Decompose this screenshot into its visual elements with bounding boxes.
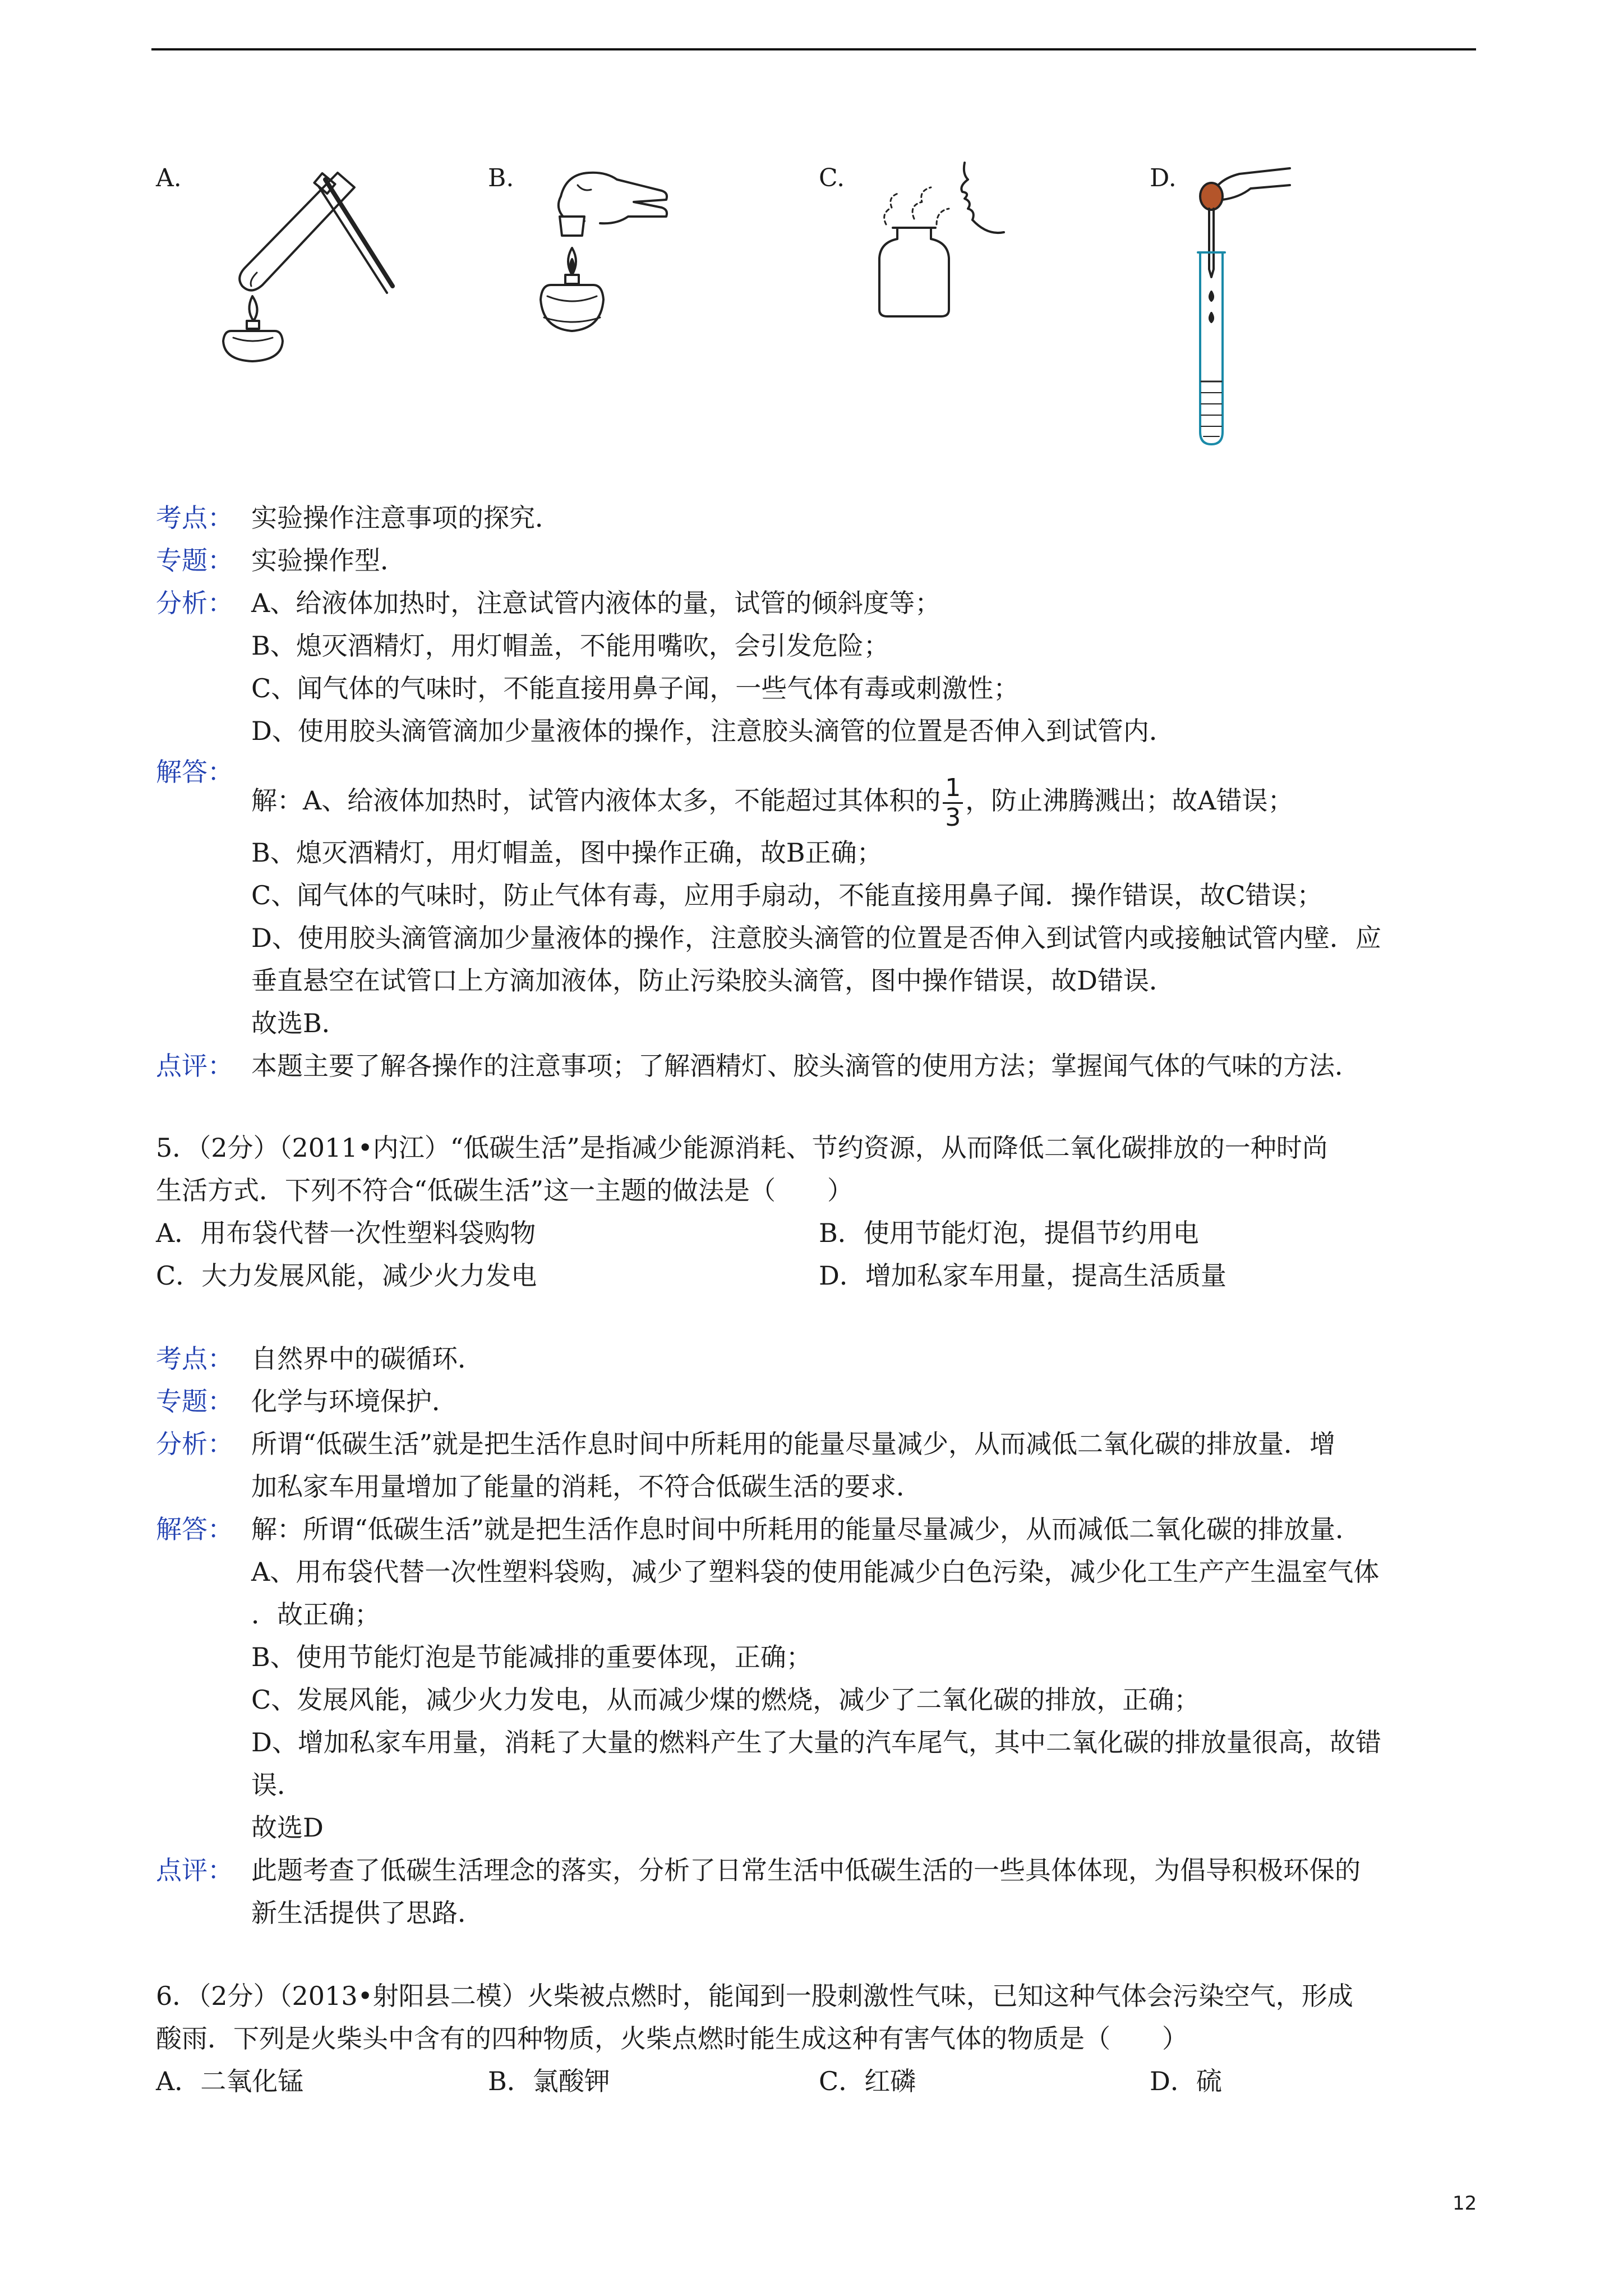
q6-option-d: D．硫 [1150,2066,1222,2096]
zhuanti-label: 专题： [156,1386,233,1416]
kaodian-label: 考点： [156,1343,233,1374]
fraction-numerator: 1 [943,774,963,804]
fenxi-label: 分析： [156,1429,233,1459]
fenxi-line: D、使用胶头滴管滴加少量液体的操作，注意胶头滴管的位置是否伸入到试管内． [251,716,1175,746]
jieda-line: ．故正确； [251,1599,380,1630]
zhuanti-text: 实验操作型． [251,545,406,576]
dianping-text: 本题主要了解各操作的注意事项；了解酒精灯、胶头滴管的使用方法；掌握闻气体的气味的方法． [251,1051,1361,1081]
q5-stem-line: 5．（2分）（2011•内江）“低碳生活”是指减少能源消耗、节约资源，从而降低二氧化碳排放的一种时尚 [156,1133,1328,1163]
one-third-fraction [943,774,963,832]
jieda-line: A、用布袋代替一次性塑料袋购，减少了塑料袋的使用能减少白色污染，减少化工生产产生温室气体 [251,1557,1380,1587]
lamp-cap-figure [522,163,690,353]
q6-stem-line: 6．（2分）（2013•射阳县二模）火柴被点燃时，能闻到一股刺激性气味，已知这种气体会污染空气，形成 [156,1981,1353,2011]
kaodian-text: 实验操作注意事项的探究． [251,503,561,533]
q5-stem-line: 生活方式．下列不符合“低碳生活”这一主题的做法是（ ） [156,1175,854,1205]
jieda-line: 故选D [251,1812,324,1843]
kaodian-label: 考点： [156,503,233,533]
option-letter: A. [156,164,182,192]
q6-stem-line: 酸雨．下列是火柴头中含有的四种物质，火柴点燃时能生成这种有害气体的物质是（ ） [156,2023,1188,2054]
q5-option-c: C．大力发展风能，减少火力发电 [156,1260,537,1291]
jieda-line: C、闻气体的气味时，防止气体有毒，应用手扇动，不能直接用鼻子闻．操作错误，故C错误； [251,880,1323,910]
option-letter: B. [488,164,514,192]
q5-option-a: A．用布袋代替一次性塑料袋购物 [156,1218,536,1248]
q6-option-c: C．红磷 [819,2066,916,2096]
option-letter: D. [1150,164,1177,192]
fenxi-label: 分析： [156,588,233,618]
q5-option-d: D．增加私家车用量，提高生活质量 [819,1260,1227,1291]
q6-option-a: A．二氧化锰 [156,2066,304,2096]
jieda-line: 垂直悬空在试管口上方滴加液体，防止污染胶头滴管，图中操作错误，故D错误． [251,965,1175,996]
dianping-line: 此题考查了低碳生活理念的落实，分析了日常生活中低碳生活的一些具体体现，为倡导积极环保的 [251,1855,1361,1885]
jieda-line: B、使用节能灯泡是节能减排的重要体现，正确； [251,1642,812,1672]
jieda-line: 故选B． [251,1008,348,1038]
fraction-denominator: 3 [945,803,961,832]
page-number: 12 [1453,2192,1477,2215]
jieda-label: 解答： [156,757,233,787]
dianping-label: 点评： [156,1051,233,1081]
q6-option-b: B．氯酸钾 [488,2066,610,2096]
jieda-line: C、发展风能，减少火力发电，从而减少煤的燃烧，减少了二氧化碳的排放，正确； [251,1685,1200,1715]
header-rule [151,48,1476,50]
q5-option-b: B．使用节能灯泡，提倡节约用电 [819,1218,1199,1248]
fenxi-line: A、给液体加热时，注意试管内液体的量，试管的倾斜度等； [251,588,941,618]
dropper-test-tube-figure [1178,157,1301,449]
fenxi-line: 所谓“低碳生活”就是把生活作息时间中所耗用的能量尽量减少，从而减低二氧化碳的排放量．增 [251,1429,1336,1459]
heating-test-tube-figure [191,163,404,365]
dianping-line: 新生活提供了思路． [251,1898,483,1928]
jieda-line: D、增加私家车用量，消耗了大量的燃料产生了大量的汽车尾气，其中二氧化碳的排放量很高，故错 [251,1727,1381,1757]
smelling-gas-figure [852,157,1021,325]
jieda-line: B、熄灭酒精灯，用灯帽盖，图中操作正确，故B正确； [251,838,883,868]
jieda-line: 解：所谓“低碳生活”就是把生活作息时间中所耗用的能量尽量减少，从而减低二氧化碳的排放量． [251,1514,1362,1544]
option-letter: C. [819,164,845,192]
jieda-text: 解：A、给液体加热时，试管内液体太多，不能超过其体积的 [251,785,941,816]
jieda-label: 解答： [156,1514,233,1544]
jieda-line: D、使用胶头滴管滴加少量液体的操作，注意胶头滴管的位置是否伸入到试管内或接触试管内壁．应 [251,923,1381,953]
jieda-text: ，防止沸腾溅出；故A错误； [965,785,1294,816]
jieda-line: 误． [251,1770,303,1800]
zhuanti-text: 化学与环境保护． [251,1386,458,1416]
dianping-label: 点评： [156,1855,233,1885]
kaodian-text: 自然界中的碳循环． [251,1343,483,1374]
jieda-line-with-fraction [251,770,1293,832]
fenxi-line: B、熄灭酒精灯，用灯帽盖，不能用嘴吹，会引发危险； [251,631,889,661]
zhuanti-label: 专题： [156,545,233,576]
fenxi-line: 加私家车用量增加了能量的消耗，不符合低碳生活的要求． [251,1471,922,1502]
fenxi-line: C、闻气体的气味时，不能直接用鼻子闻，一些气体有毒或刺激性； [251,673,1020,703]
